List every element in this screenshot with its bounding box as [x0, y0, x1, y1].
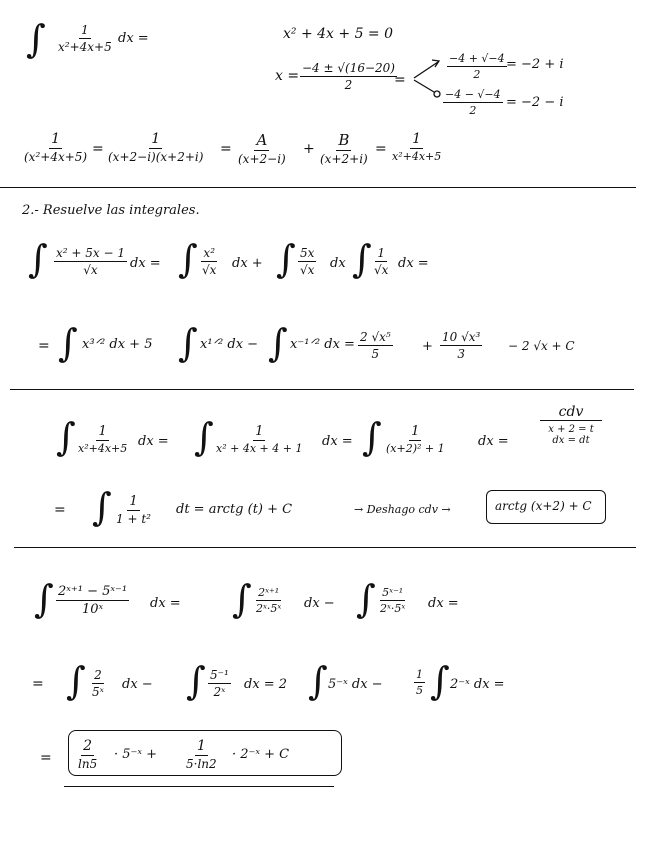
- s4-final-frac2: [184, 738, 219, 771]
- s4-term2: [378, 586, 407, 615]
- fraction-denominator: x²+4x+5: [58, 40, 112, 54]
- fraction-denominator: 5·ln2: [186, 757, 217, 771]
- fraction-denominator: (x+2)² + 1: [386, 442, 445, 455]
- section-divider: [0, 187, 636, 188]
- branch-arrows: [410, 52, 444, 104]
- integral-sign: ∫: [232, 577, 252, 621]
- fraction-numerator: 1: [51, 131, 60, 147]
- s2-result1: [358, 330, 393, 361]
- s2-integrand: [54, 246, 127, 277]
- integral-sign: ∫: [178, 321, 198, 365]
- s4-final-frac1: [76, 738, 99, 771]
- s2-result2: [440, 330, 482, 361]
- fraction-numerator: 2ˣ⁺¹: [258, 586, 280, 599]
- s4-term1-dx: dx −: [304, 596, 335, 611]
- fraction-denominator: 1 + t²: [116, 512, 151, 526]
- equals-sign: =: [92, 141, 104, 157]
- s3-shifted: [384, 424, 447, 455]
- s2-term3-dx: dx =: [398, 256, 429, 271]
- fraction-numerator: 1: [196, 738, 206, 754]
- s4-integrand: [56, 584, 129, 617]
- s1-root2-value: = −2 − i: [506, 95, 564, 110]
- s1-root2: [443, 88, 503, 117]
- integral-sign: ∫: [268, 321, 288, 365]
- fraction-numerator: 1: [411, 424, 420, 439]
- fraction-numerator: A: [256, 131, 268, 149]
- fraction-numerator: 5ˣ⁻¹: [382, 586, 404, 599]
- s3-dx2: dx =: [322, 434, 353, 449]
- s1-quadratic-formula: [300, 61, 397, 92]
- fraction-numerator: 2: [94, 668, 102, 682]
- integral-sign: ∫: [58, 321, 78, 365]
- section-divider: [10, 389, 634, 390]
- integral-sign: ∫: [56, 415, 76, 459]
- fraction-denominator: (x+2+i): [320, 152, 368, 166]
- fraction-numerator: 1: [377, 246, 386, 260]
- s2-line2-equals: =: [38, 338, 50, 354]
- fraction-numerator: 5x: [300, 246, 315, 260]
- s1-quadratic-equation: x² + 4x + 5 = 0: [283, 26, 394, 42]
- fraction-numerator: 2 √x⁵: [360, 330, 391, 344]
- fraction-denominator: √x: [83, 263, 98, 277]
- fraction-numerator: −4 − √−4: [445, 88, 501, 101]
- s3-dx3: dx =: [478, 434, 509, 449]
- integral-sign: ∫: [26, 17, 46, 61]
- s4-line3-equals: =: [40, 750, 52, 766]
- equals-sign: =: [220, 141, 232, 157]
- s3-cdv-note: [540, 404, 602, 446]
- fraction-denominator: 2: [344, 78, 353, 92]
- plus-sign: +: [303, 141, 315, 157]
- equals-sign: =: [375, 141, 387, 157]
- s1-pf-factored: [106, 131, 205, 164]
- s4-line2-term1: [90, 668, 106, 699]
- s1-integrand: [56, 23, 114, 54]
- fraction-denominator: 3: [457, 347, 465, 361]
- s4-dx: dx =: [150, 596, 181, 611]
- fraction-numerator: 5⁻¹: [210, 668, 229, 682]
- s3-standard-form: [114, 494, 153, 526]
- fraction-numerator: 1: [151, 131, 161, 147]
- fraction-denominator: 10ˣ: [81, 602, 104, 617]
- cdv-differential: dx = dt: [552, 435, 590, 446]
- s1-pf-lhs: [22, 131, 89, 164]
- fraction-numerator: x²: [203, 246, 215, 260]
- integral-sign: ∫: [308, 659, 328, 703]
- fraction-denominator: 2: [473, 68, 481, 81]
- integral-sign: ∫: [28, 237, 48, 281]
- s1-dx: dx =: [118, 31, 149, 46]
- s2-term2: [298, 246, 316, 277]
- answer-underline: [64, 786, 334, 787]
- integral-sign: ∫: [66, 659, 86, 703]
- fraction-denominator: x²+4x+5: [392, 150, 442, 163]
- fraction-denominator: 2: [469, 104, 477, 117]
- fraction-denominator: (x+2−i): [238, 152, 286, 166]
- fraction-denominator: √x: [202, 263, 217, 277]
- s2-result-tail: − 2 √x + C: [508, 339, 575, 353]
- fraction-denominator: (x+2−i)(x+2+i): [108, 150, 204, 164]
- s3-integrand: [76, 424, 129, 455]
- integral-sign: ∫: [362, 415, 382, 459]
- s4-line2-coef: [414, 668, 425, 697]
- fraction-denominator: 2ˣ·5ˣ: [256, 602, 282, 615]
- s3-final-answer: arctg (x+2) + C: [495, 499, 592, 513]
- s4-term1: [254, 586, 283, 615]
- fraction-numerator: 2ˣ⁺¹ − 5ˣ⁻¹: [58, 584, 128, 599]
- s4-final-mid: · 5⁻ˣ +: [114, 747, 158, 762]
- s4-line2-term2-dx: dx = 2: [244, 677, 288, 692]
- fraction-denominator: 2ˣ: [213, 685, 226, 699]
- s4-line2-equals: =: [32, 676, 44, 692]
- fraction-numerator: 1: [81, 23, 89, 37]
- s2-line2-term1: x³ᐟ² dx + 5: [82, 337, 153, 352]
- fraction-numerator: 10 √x³: [442, 330, 481, 344]
- fraction-denominator: x²+4x+5: [78, 442, 128, 455]
- s3-undo-substitution: → Deshago cdv →: [354, 503, 451, 516]
- s2-term3: [372, 246, 390, 277]
- s4-line2-term1-dx: dx −: [122, 677, 153, 692]
- integral-sign: ∫: [276, 237, 296, 281]
- cdv-title: cdv: [540, 404, 602, 421]
- s4-term2-dx: dx =: [428, 596, 459, 611]
- fraction-denominator: 5: [416, 684, 423, 697]
- fraction-numerator: x² + 5x − 1: [56, 246, 125, 260]
- fraction-numerator: 1: [255, 424, 264, 439]
- s3-arctg-result: dt = arctg (t) + C: [176, 502, 293, 517]
- fraction-denominator: 5ˣ: [92, 685, 104, 699]
- integral-sign: ∫: [92, 485, 112, 529]
- s1-pf-A: [236, 131, 288, 166]
- s1-equals: =: [394, 72, 406, 88]
- cdv-substitution: x + 2 = t: [548, 424, 594, 435]
- fraction-numerator: −4 ± √(16−20): [302, 61, 395, 75]
- fraction-numerator: B: [338, 131, 350, 149]
- s3-line2-equals: =: [54, 502, 66, 518]
- fraction-denominator: 5: [371, 347, 380, 361]
- s4-line2-term2: [208, 668, 231, 699]
- s2-line2-term2: x¹ᐟ² dx −: [200, 337, 259, 352]
- answer-box: [486, 490, 606, 524]
- s1-root1: [447, 52, 507, 81]
- integral-sign: ∫: [356, 577, 376, 621]
- fraction-denominator: √x: [300, 263, 315, 277]
- s4-line2-term4: 2⁻ˣ dx =: [450, 677, 505, 692]
- integral-sign: ∫: [352, 237, 372, 281]
- fraction-denominator: (x²+4x+5): [24, 150, 88, 164]
- integral-sign: ∫: [186, 659, 206, 703]
- fraction-numerator: 1: [98, 424, 107, 439]
- fraction-denominator: 2ˣ·5ˣ: [380, 602, 406, 615]
- s2-heading: 2.- Resuelve las integrales.: [22, 203, 200, 218]
- fraction-numerator: 1: [416, 668, 423, 681]
- s2-line2-term3: x⁻¹ᐟ² dx =: [290, 337, 355, 352]
- integral-sign: ∫: [34, 577, 54, 621]
- s2-term1-dx: dx +: [232, 256, 263, 271]
- fraction-numerator: 2: [83, 738, 93, 754]
- section-divider: [14, 547, 636, 548]
- s1-root1-value: = −2 + i: [506, 57, 564, 72]
- fraction-denominator: √x: [374, 263, 389, 277]
- s4-line2-term3: 5⁻ˣ dx −: [328, 677, 383, 692]
- s2-term2-dx: dx: [330, 256, 346, 271]
- s1-x-label: x =: [275, 68, 300, 84]
- fraction-denominator: ln5: [78, 757, 98, 771]
- s1-pf-B: [318, 131, 370, 166]
- integral-sign: ∫: [178, 237, 198, 281]
- plus-sign: +: [422, 339, 433, 354]
- integral-sign: ∫: [430, 659, 450, 703]
- s4-final-tail: · 2⁻ˣ + C: [232, 747, 290, 762]
- integral-sign: ∫: [194, 415, 214, 459]
- fraction-numerator: 1: [129, 494, 138, 509]
- fraction-numerator: 1: [412, 131, 422, 147]
- fraction-numerator: −4 + √−4: [449, 52, 505, 65]
- s2-term1: [200, 246, 218, 277]
- s3-dx: dx =: [138, 434, 169, 449]
- s1-pf-result: [390, 131, 443, 163]
- fraction-denominator: x² + 4x + 4 + 1: [216, 442, 303, 455]
- s2-dx: dx =: [130, 256, 161, 271]
- s3-completed-square: [214, 424, 304, 455]
